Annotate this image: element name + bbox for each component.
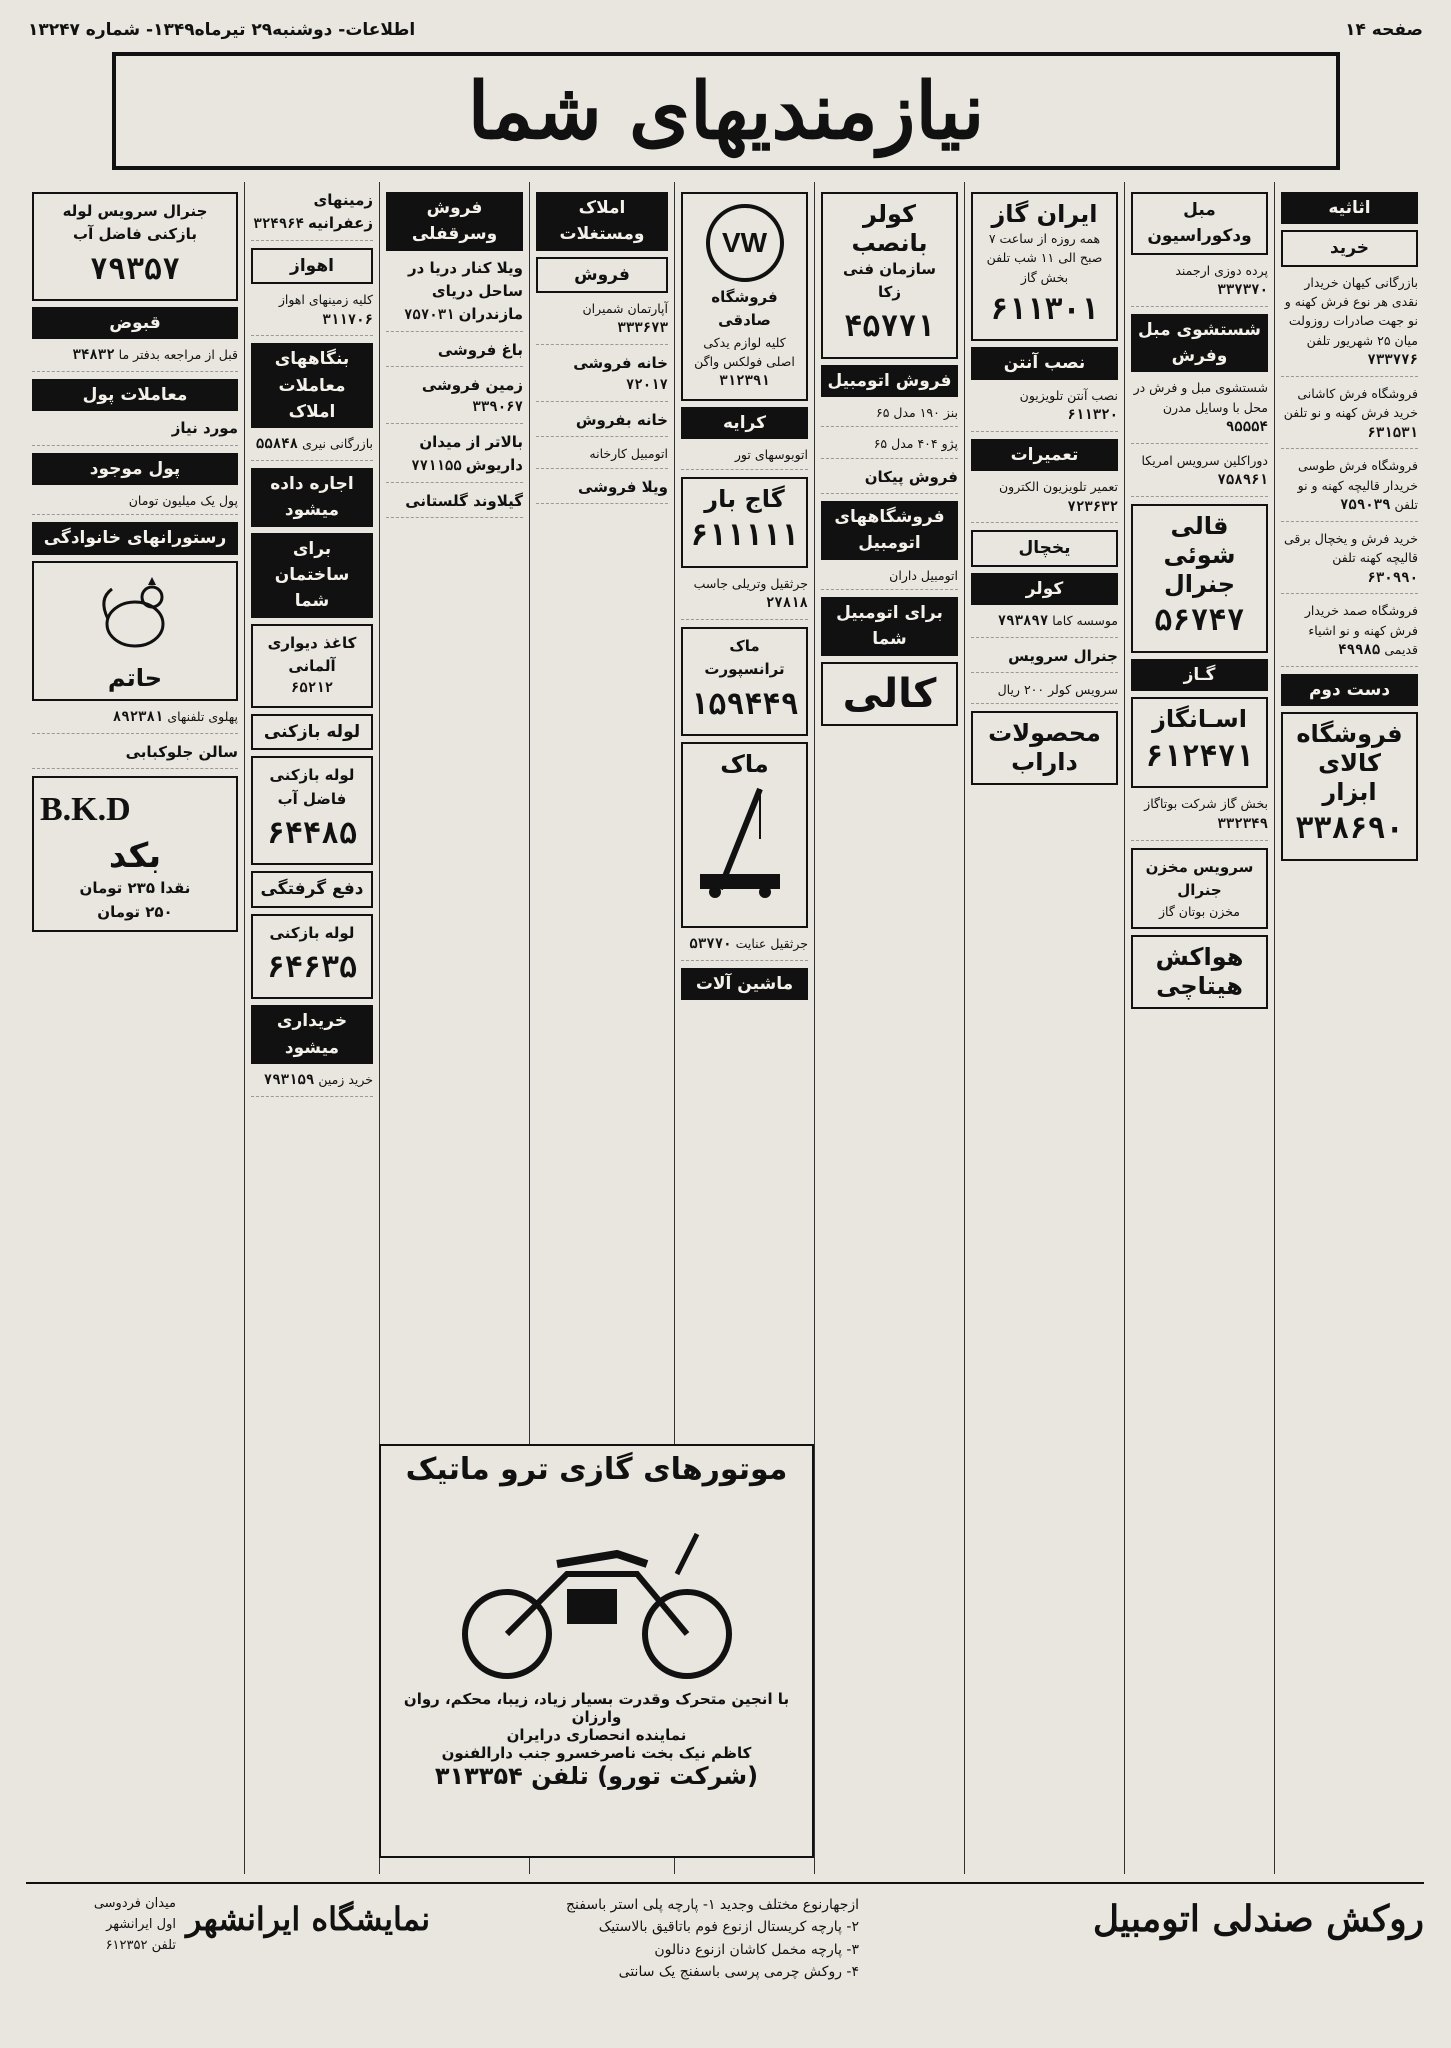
list-item: باغ فروشی — [386, 339, 523, 367]
footer-seat-covers: روکش صندلی اتومبیل — [1092, 1898, 1424, 1940]
heading-wanted: خریداری میشود — [251, 1005, 373, 1064]
list-item: فروش پیکان — [821, 466, 958, 494]
vw-logo-icon: VW — [706, 204, 784, 282]
heading-refrigerator: یخچال — [971, 530, 1118, 566]
list-item: پژو ۴۰۴ مدل ۶۵ — [821, 434, 958, 458]
list-item: سالن جلوکبابی — [32, 741, 238, 769]
ad-kali: کالی — [821, 662, 958, 726]
ad-darab: محصولات داراب — [971, 711, 1118, 785]
list-item: زمینهای زعفرانیه ۳۲۴۹۶۴ — [251, 189, 373, 241]
list-item: جرثقیل وتریلی جاسب ۲۷۸۱۸ — [681, 574, 808, 620]
heading-rental: کرایه — [681, 407, 808, 439]
heading-cooler: کولر — [971, 573, 1118, 605]
footer-options: ازجهارنوع مختلف وجدید ۱- پارچه پلی استر باسفنج ۲- پارچه کریستال ازنوع فوم باتاقیق بالاستیک ۳- پارچه مخمل کاشان ازنوع دنالون ۴- روکش چرمی پرسی باسفنج یک سانتی — [566, 1897, 859, 1981]
ad-mack-transport: ماک ترانسپورت ۱۵۹۴۴۹ — [681, 627, 808, 736]
column-3 — [964, 182, 1124, 1874]
list-item: بخش گاز شرکت بوتاگاز ۳۳۲۳۴۹ — [1131, 794, 1268, 840]
heading-money-deals: معاملات پول — [32, 379, 238, 411]
column-2 — [1124, 182, 1274, 1874]
heading-repairs: تعمیرات — [971, 439, 1118, 471]
heading-for-your-car: برای اتومبیل شما — [821, 597, 958, 656]
list-item: دوراکلین سرویس امریکا ۷۵۸۹۶۱ — [1131, 451, 1268, 497]
list-item: خرید زمین ۷۹۳۱۵۹ — [251, 1070, 373, 1097]
heading-plumbing: لوله بازکنی — [251, 714, 373, 750]
list-item: جرثقیل عنایت ۵۳۷۷۰ — [681, 934, 808, 961]
ad-irangaz: ایران گاز همه روزه از ساعت ۷ صبح الی ۱۱ شب تلفن بخش گاز ۶۱۱۳۰۱ — [971, 192, 1118, 341]
list-item: شستشوی مبل و فرش در محل با وسایل مدرن ۹۵۵۵۴ — [1131, 378, 1268, 443]
ad-hitachi: هواکش هیتاچی — [1131, 935, 1268, 1009]
heading-family-restaurants: رستورانهای خانوادگی — [32, 522, 238, 554]
list-item: ویلا فروشی — [536, 476, 668, 504]
list-item: زمین فروشی ۳۳۹۰۶۷ — [386, 374, 523, 424]
ad-bkd: B.K.D بکد نقدا ۲۳۵ تومان ۲۵۰ تومان — [32, 776, 238, 932]
list-item: خرید فرش و یخچال برقی قالیچه کهنه تلفن ۶۳۰۹۹۰ — [1281, 529, 1418, 594]
ad-sadeghi-vw: VW فروشگاه صادقی کلیه لوازم یدکی اصلی فولکس واگن ۳۱۲۳۹۱ — [681, 192, 808, 401]
ad-gajbar: گاج بار ۶۱۱۱۱۱ — [681, 477, 808, 568]
list-item: گیلاوند گلستانی — [386, 490, 523, 518]
list-item: خانه فروشی ۷۲۰۱۷ — [536, 352, 668, 402]
page-header-line — [28, 18, 1423, 42]
heading-receipts: قبوض — [32, 307, 238, 339]
list-item: فروشگاه صمد خریدار فرش کهنه و نو اشیاء قدیمی ۴۹۹۸۵ — [1281, 601, 1418, 666]
footer-address: میدان فردوسی اول ایرانشهر تلفن ۶۱۲۳۵۲ — [93, 1896, 176, 1953]
list-item: ویلا کنار دریا در ساحل دریای مازندران ۷۵۷۰۳۱ — [386, 257, 523, 332]
ad-plumbing-1: لوله بازکنی فاضل آب ۶۴۴۸۵ — [251, 756, 373, 865]
list-item: قبل از مراجعه بدفتر ما ۳۴۸۳۲ — [32, 345, 238, 372]
list-item: فروشگاه فرش کاشانی خرید فرش کهنه و نو تلفن ۶۳۱۵۳۱ — [1281, 384, 1418, 449]
list-item: پول یک میلیون تومان — [32, 491, 238, 515]
list-item: جنرال سرویس — [971, 645, 1118, 673]
heading-ahvaz: اهواز — [251, 248, 373, 284]
heading-car-sales: فروش اتومبیل — [821, 365, 958, 397]
heading-furniture-decor: مبل ودکوراسیون — [1131, 192, 1268, 255]
heading-for-building: برای ساختمان شما — [251, 533, 373, 618]
heading-clog-removal: دفع گرفتگی — [251, 871, 373, 907]
crane-icon — [690, 779, 800, 899]
ad-cooler-install: کولر بانصب سازمان فنی زکا ۴۵۷۷۱ — [821, 192, 958, 359]
list-item: بالاتر از میدان داریوش ۷۷۱۱۵۵ — [386, 431, 523, 483]
heading-agencies: بنگاههای معاملات املاک — [251, 343, 373, 428]
heading-furniture: اثاثیه — [1281, 192, 1418, 224]
ad-general-carpet: قالی شوئی جنرال ۵۶۷۴۷ — [1131, 504, 1268, 653]
list-item: اتومبیل کارخانه — [536, 444, 668, 468]
column-1 — [1274, 182, 1424, 1874]
list-item: خانه بفروش — [536, 409, 668, 437]
heading-sale: فروش — [536, 257, 668, 293]
list-item: مورد نیاز — [32, 417, 238, 445]
ad-tools-store: فروشگاه کالای ابزار ۳۳۸۶۹۰ — [1281, 712, 1418, 861]
ad-mack-crane: ماک — [681, 742, 808, 928]
heading-second-hand: دست دوم — [1281, 674, 1418, 706]
ad-plumbing-2: لوله بازکنی ۶۴۶۳۵ — [251, 914, 373, 1000]
issue-info: اطلاعات- دوشنبه۲۹ تیرماه۱۳۴۹- شماره ۱۳۲۴۷ — [28, 20, 416, 40]
heading-gas: گـاز — [1131, 659, 1268, 691]
heading-machinery: ماشین آلات — [681, 968, 808, 1000]
ad-motorcycle: موتورهای گازی ترو ماتیک با انجین متحرک وقدرت بسیار زیاد، زیبا، محکم، روان وارزان نماینده انحصاری درایران کاظم نیک بخت ناصرخسرو جنب دارالفنون (شرکت تورو) تلفن ۳۱۳۳۵۴ — [379, 1444, 814, 1858]
list-item: سرویس کولر ۲۰۰ ریال — [971, 680, 1118, 704]
list-item: فروشگاه فرش طوسی خریدار قالیچه کهنه و نو تلفن ۷۵۹۰۳۹ — [1281, 456, 1418, 521]
heading-buy: خرید — [1281, 230, 1418, 266]
ad-general-tank: سرویس مخزن جنرال مخزن بوتان گاز — [1131, 848, 1268, 930]
heading-carpet-wash: شستشوی مبل وفرش — [1131, 314, 1268, 373]
list-item: آپارتمان شمیران ۳۳۳۶۷۳ — [536, 299, 668, 345]
ad-hatam: حاتم — [32, 561, 238, 701]
footer-showroom: نمایشگاه ایرانشهر — [186, 1900, 431, 1938]
ad-wallpaper: کاغذ دیواری آلمانی ۶۵۲۱۲ — [251, 624, 373, 708]
list-item: موسسه کاما ۷۹۳۸۹۷ — [971, 611, 1118, 638]
column-9 — [26, 182, 244, 1874]
list-item: پهلوی تلفنهای ۸۹۲۳۸۱ — [32, 707, 238, 734]
section-title: نیازمندیهای شما — [467, 65, 985, 157]
heading-sale-goodwill: فروش وسرقفلی — [386, 192, 523, 251]
heading-money-available: پول موجود — [32, 453, 238, 485]
ad-general-service-plumbing: جنرال سرویس لوله بازکنی فاضل آب ۷۹۳۵۷ — [32, 192, 238, 301]
list-item: بازرگانی کیهان خریدار نقدی هر نوع فرش کهنه و نو جهت صادرات روزولت میان ۲۵ شهریور تلفن ۷۳۳۷۷۶ — [1281, 273, 1418, 377]
list-item: کلیه زمینهای اهواز ۳۱۱۷۰۶ — [251, 290, 373, 336]
list-item: بازرگانی نیری ۵۵۸۴۸ — [251, 434, 373, 461]
list-item: اتوبوسهای تور — [681, 445, 808, 469]
column-4 — [814, 182, 964, 1874]
heading-for-rent: اجاره داده میشود — [251, 468, 373, 527]
rooster-icon — [90, 569, 180, 659]
footer-ad — [26, 1882, 1424, 2004]
section-banner — [112, 52, 1340, 170]
heading-car-shops: فروشگاههای اتومبیل — [821, 501, 958, 560]
ad-asangaz: اسـانگاز ۶۱۲۴۷۱ — [1131, 697, 1268, 788]
classifieds-columns — [26, 182, 1424, 1874]
column-8 — [244, 182, 379, 1874]
list-item: اتومبیل داران — [821, 566, 958, 590]
list-item: تعمیر تلویزیون الکترون ۷۲۳۶۳۲ — [971, 477, 1118, 523]
list-item: نصب آنتن تلویزیون ۶۱۱۳۲۰ — [971, 386, 1118, 432]
list-item: بنز ۱۹۰ مدل ۶۵ — [821, 403, 958, 427]
motorcycle-icon — [447, 1494, 747, 1684]
list-item: پرده دوزی ارجمند ۳۳۷۳۷۰ — [1131, 261, 1268, 307]
heading-antenna: نصب آنتن — [971, 347, 1118, 379]
page-number: صفحه ۱۴ — [1345, 20, 1423, 40]
heading-real-estate: املاک ومستغلات — [536, 192, 668, 251]
